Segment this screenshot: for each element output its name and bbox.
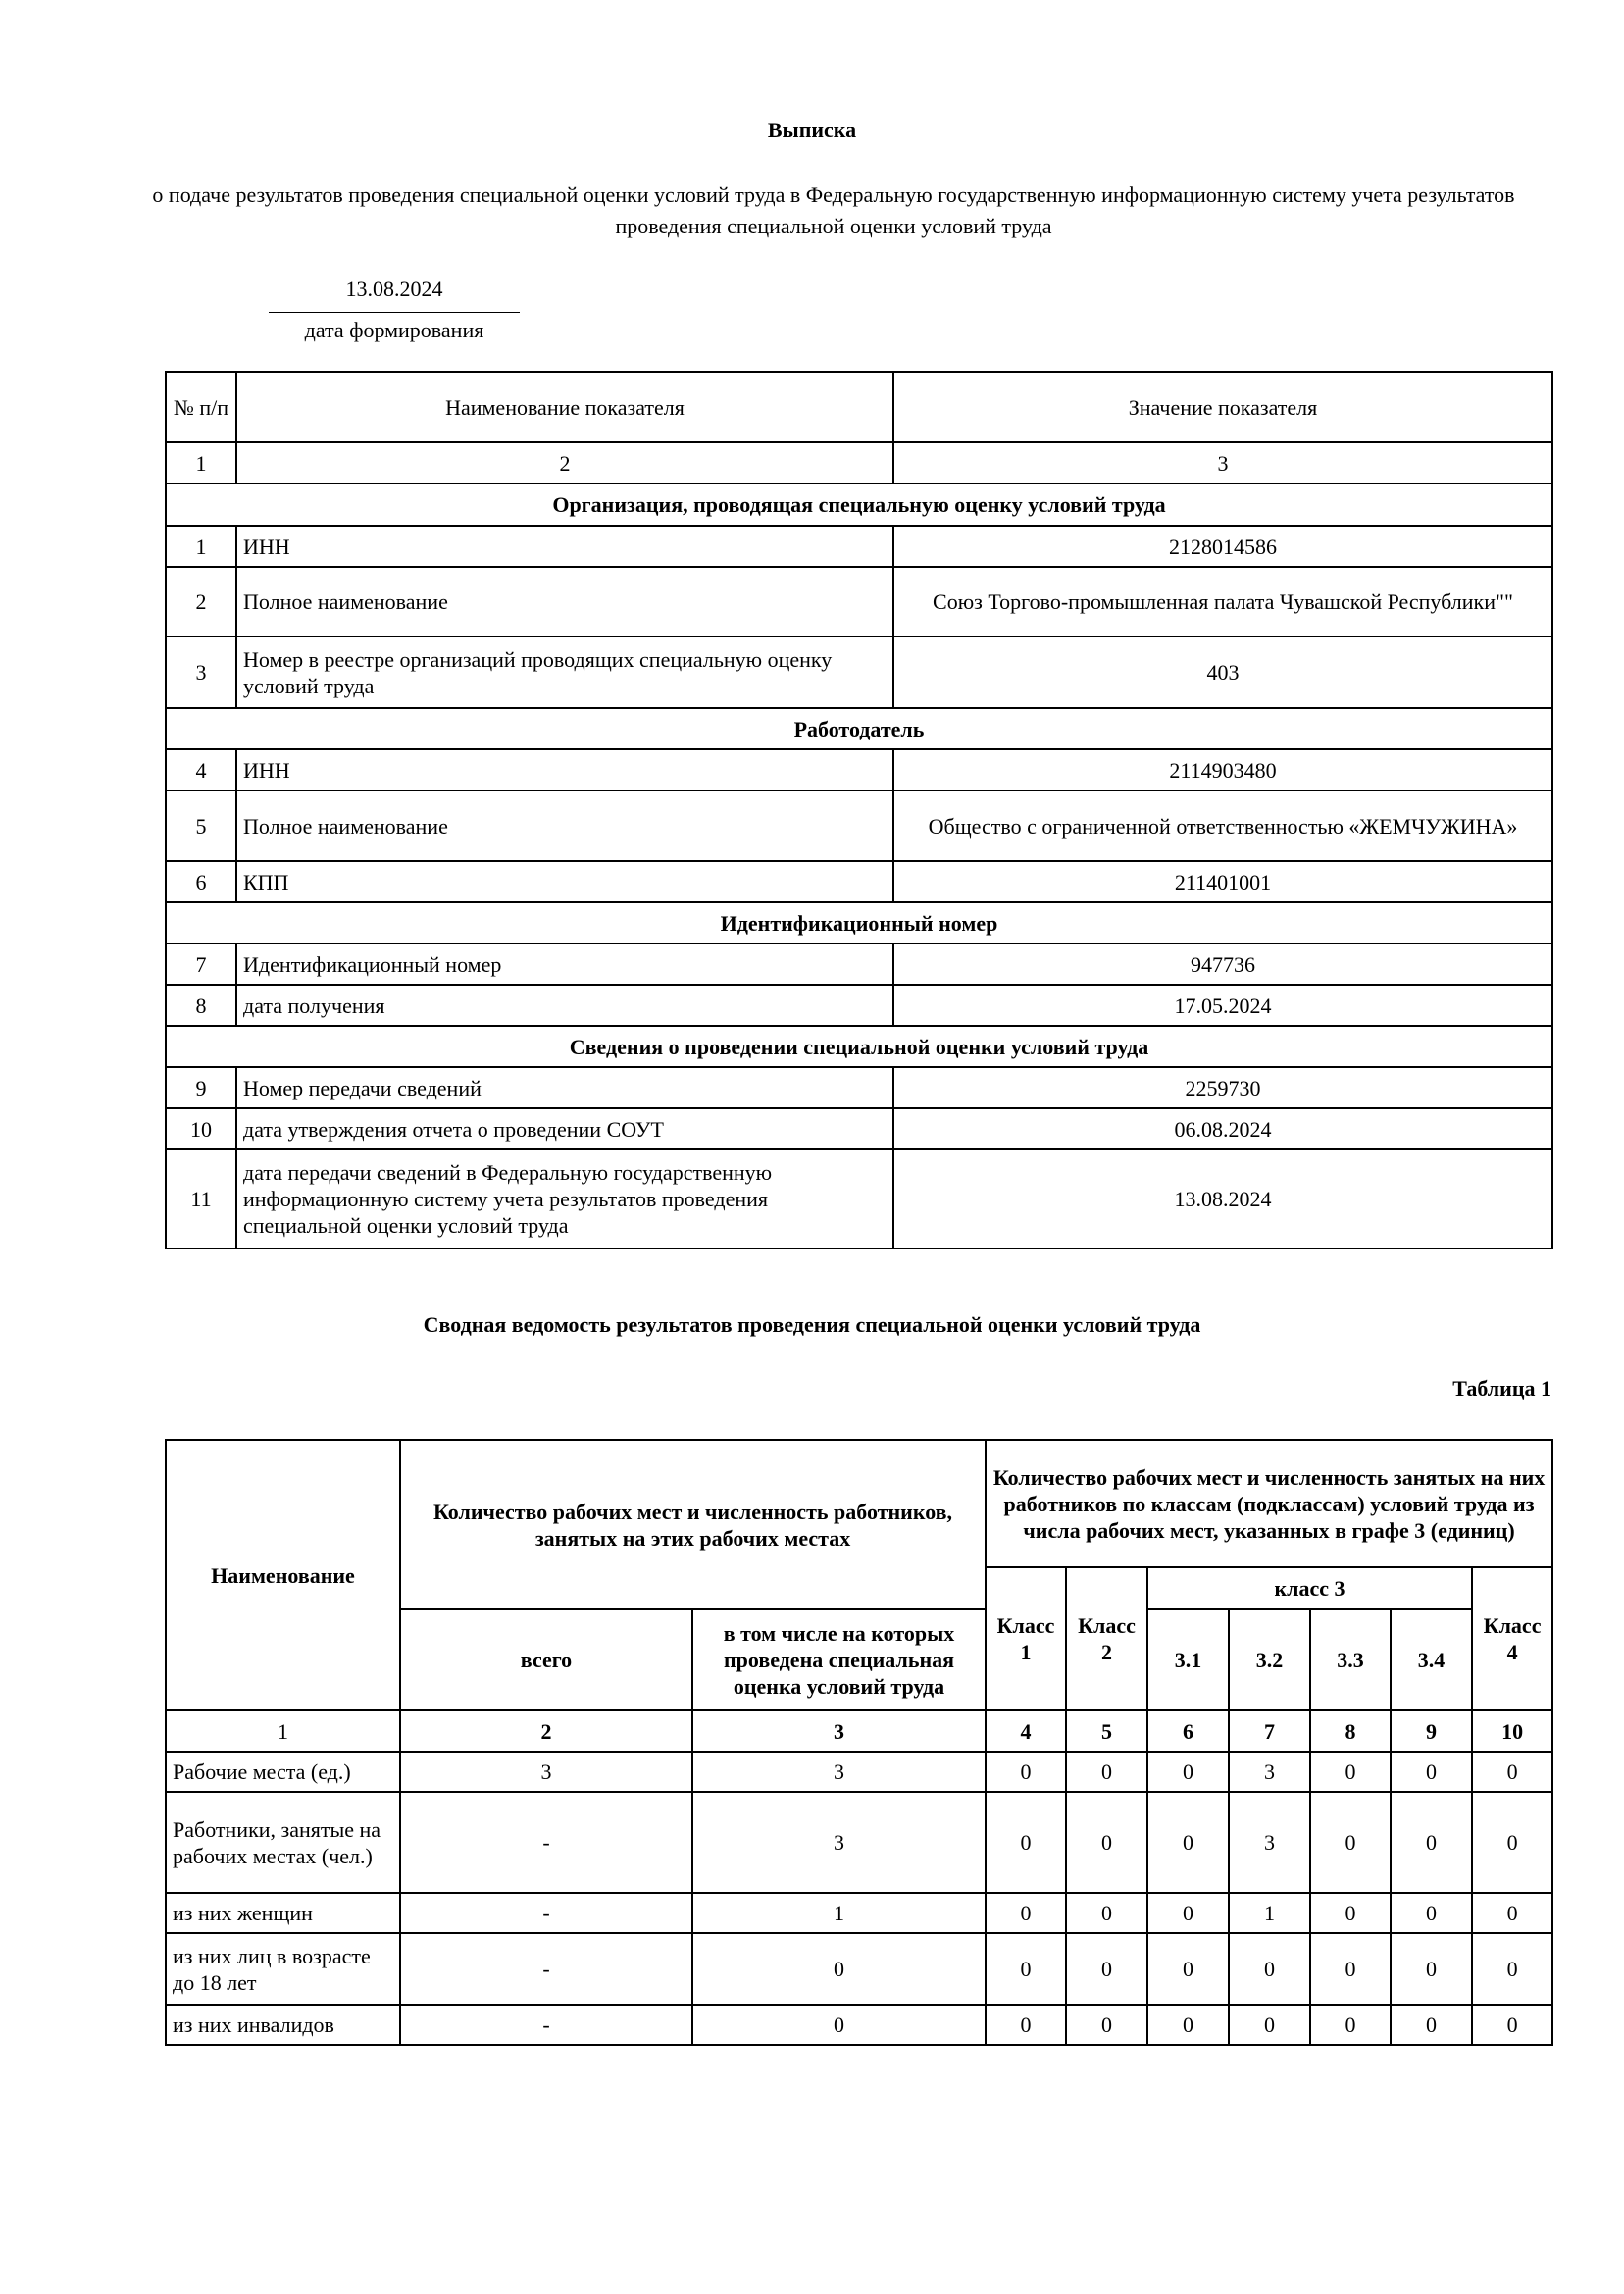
summary-row bbox=[166, 2005, 1552, 2045]
cell: 0 bbox=[1310, 1792, 1391, 1893]
row-number: 6 bbox=[166, 861, 236, 902]
cell: 0 bbox=[986, 1752, 1066, 1792]
summary-header-row-1 bbox=[166, 1440, 1552, 1567]
row-name: из них инвалидов bbox=[166, 2005, 400, 2045]
row-value: 403 bbox=[893, 637, 1552, 708]
header-indicator-value: Значение показателя bbox=[893, 372, 1552, 442]
row-number: 9 bbox=[166, 1067, 236, 1108]
column-number: 9 bbox=[1391, 1710, 1472, 1752]
cell: 0 bbox=[1391, 1893, 1472, 1933]
row-value: 06.08.2024 bbox=[893, 1108, 1552, 1149]
header-class-3-1: 3.1 bbox=[1147, 1609, 1229, 1710]
header-class-1: Класс 1 bbox=[986, 1567, 1066, 1710]
table-row bbox=[166, 985, 1552, 1026]
row-number: 10 bbox=[166, 1108, 236, 1149]
cell: 0 bbox=[1066, 1792, 1147, 1893]
header-class-3-4: 3.4 bbox=[1391, 1609, 1472, 1710]
column-number: 4 bbox=[986, 1710, 1066, 1752]
cell: - bbox=[400, 1933, 692, 2005]
cell: 0 bbox=[1066, 2005, 1147, 2045]
row-name: Идентификационный номер bbox=[236, 943, 893, 985]
formation-date: 13.08.2024 bbox=[345, 277, 443, 301]
cell: 3 bbox=[692, 1792, 986, 1893]
cell: 0 bbox=[1147, 1752, 1229, 1792]
section-row bbox=[166, 708, 1552, 749]
cell: 0 bbox=[1472, 1933, 1552, 2005]
cell: 0 bbox=[986, 1893, 1066, 1933]
header-class-4: Класс 4 bbox=[1472, 1567, 1552, 1710]
row-number: 5 bbox=[166, 790, 236, 861]
header-class-3-2: 3.2 bbox=[1229, 1609, 1310, 1710]
row-name: Номер в реестре организаций проводящих специальную оценку условий труда bbox=[236, 637, 893, 708]
row-number: 1 bbox=[166, 526, 236, 567]
header-indicator-name: Наименование показателя bbox=[236, 372, 893, 442]
table-row bbox=[166, 1149, 1552, 1249]
column-number-row bbox=[166, 442, 1552, 484]
cell: 1 bbox=[692, 1893, 986, 1933]
extract-table bbox=[165, 371, 1553, 1249]
row-number: 2 bbox=[166, 567, 236, 637]
column-number: 3 bbox=[893, 442, 1552, 484]
cell: 3 bbox=[1229, 1752, 1310, 1792]
row-number: 3 bbox=[166, 637, 236, 708]
cell: 0 bbox=[986, 2005, 1066, 2045]
row-value: 13.08.2024 bbox=[893, 1149, 1552, 1249]
row-value: Общество с ограниченной ответственностью «ЖЕМЧУЖИНА» bbox=[893, 790, 1552, 861]
header-assessed: в том числе на которых проведена специальная оценка условий труда bbox=[692, 1609, 986, 1710]
header-class-2: Класс 2 bbox=[1066, 1567, 1147, 1710]
column-number: 2 bbox=[400, 1710, 692, 1752]
cell: 0 bbox=[1391, 2005, 1472, 2045]
column-number: 7 bbox=[1229, 1710, 1310, 1752]
header-classes-group: Количество рабочих мест и численность занятых на них работников по классам (подклассам) условий труда из числа рабочих мест, указанных в графе 3 (единиц) bbox=[986, 1440, 1552, 1567]
document-title: Выписка bbox=[767, 118, 857, 142]
row-value: 211401001 bbox=[893, 861, 1552, 902]
row-value: 947736 bbox=[893, 943, 1552, 985]
cell: 0 bbox=[986, 1792, 1066, 1893]
header-name: Наименование bbox=[166, 1440, 400, 1710]
column-number: 2 bbox=[236, 442, 893, 484]
summary-title: Сводная ведомость результатов проведения специальной оценки условий труда bbox=[423, 1312, 1201, 1337]
table-header-row bbox=[166, 372, 1552, 442]
row-value: 2128014586 bbox=[893, 526, 1552, 567]
table-row bbox=[166, 1108, 1552, 1149]
cell: 1 bbox=[1229, 1893, 1310, 1933]
summary-table bbox=[165, 1439, 1553, 2046]
cell: 0 bbox=[1147, 1792, 1229, 1893]
row-name: дата утверждения отчета о проведении СОУТ bbox=[236, 1108, 893, 1149]
row-name: из них женщин bbox=[166, 1893, 400, 1933]
section-title: Сведения о проведении специальной оценки условий труда bbox=[166, 1026, 1552, 1067]
cell: 0 bbox=[1147, 2005, 1229, 2045]
cell: - bbox=[400, 2005, 692, 2045]
cell: 0 bbox=[1310, 2005, 1391, 2045]
table-row bbox=[166, 943, 1552, 985]
row-name: КПП bbox=[236, 861, 893, 902]
row-name: дата передачи сведений в Федеральную государственную информационную систему учета результатов проведения специальной оценки условий труда bbox=[236, 1149, 893, 1249]
column-number: 8 bbox=[1310, 1710, 1391, 1752]
row-number: 8 bbox=[166, 985, 236, 1026]
column-number-row bbox=[166, 1710, 1552, 1752]
summary-row bbox=[166, 1933, 1552, 2005]
row-name: ИНН bbox=[236, 526, 893, 567]
cell: - bbox=[400, 1792, 692, 1893]
formation-date-label: дата формирования bbox=[304, 318, 484, 342]
row-name: дата получения bbox=[236, 985, 893, 1026]
row-value: 2114903480 bbox=[893, 749, 1552, 790]
summary-row bbox=[166, 1792, 1552, 1893]
header-number: № п/п bbox=[166, 372, 236, 442]
cell: 0 bbox=[1472, 2005, 1552, 2045]
cell: 3 bbox=[400, 1752, 692, 1792]
cell: 0 bbox=[1472, 1792, 1552, 1893]
header-class-3-3: 3.3 bbox=[1310, 1609, 1391, 1710]
cell: 0 bbox=[1229, 2005, 1310, 2045]
column-number: 3 bbox=[692, 1710, 986, 1752]
cell: 0 bbox=[1066, 1752, 1147, 1792]
cell: 0 bbox=[986, 1933, 1066, 2005]
cell: 0 bbox=[1310, 1893, 1391, 1933]
cell: 0 bbox=[1310, 1933, 1391, 2005]
cell: 0 bbox=[1066, 1933, 1147, 2005]
cell: 0 bbox=[1310, 1752, 1391, 1792]
row-name: из них лиц в возрасте до 18 лет bbox=[166, 1933, 400, 2005]
cell: 0 bbox=[692, 1933, 986, 2005]
section-title: Работодатель bbox=[166, 708, 1552, 749]
section-row bbox=[166, 1026, 1552, 1067]
table-row bbox=[166, 749, 1552, 790]
row-value: Союз Торгово-промышленная палата Чувашской Республики"" bbox=[893, 567, 1552, 637]
cell: 0 bbox=[1147, 1933, 1229, 2005]
header-workplaces-group: Количество рабочих мест и численность работников, занятых на этих рабочих местах bbox=[400, 1440, 986, 1609]
section-row bbox=[166, 902, 1552, 943]
row-name: ИНН bbox=[236, 749, 893, 790]
summary-row bbox=[166, 1893, 1552, 1933]
row-name: Рабочие места (ед.) bbox=[166, 1752, 400, 1792]
row-number: 4 bbox=[166, 749, 236, 790]
cell: 0 bbox=[1066, 1893, 1147, 1933]
summary-row bbox=[166, 1752, 1552, 1792]
cell: 0 bbox=[1391, 1792, 1472, 1893]
row-name: Номер передачи сведений bbox=[236, 1067, 893, 1108]
cell: 0 bbox=[1147, 1893, 1229, 1933]
section-title: Идентификационный номер bbox=[166, 902, 1552, 943]
cell: 3 bbox=[692, 1752, 986, 1792]
table-row bbox=[166, 637, 1552, 708]
cell: 3 bbox=[1229, 1792, 1310, 1893]
cell: 0 bbox=[1229, 1933, 1310, 2005]
table-row bbox=[166, 861, 1552, 902]
cell: 0 bbox=[1472, 1752, 1552, 1792]
column-number: 10 bbox=[1472, 1710, 1552, 1752]
row-number: 7 bbox=[166, 943, 236, 985]
table-caption: Таблица 1 bbox=[1452, 1376, 1551, 1401]
row-name: Полное наименование bbox=[236, 567, 893, 637]
row-number: 11 bbox=[166, 1149, 236, 1249]
section-title: Организация, проводящая специальную оценку условий труда bbox=[166, 484, 1552, 526]
cell: 0 bbox=[692, 2005, 986, 2045]
row-name: Полное наименование bbox=[236, 790, 893, 861]
row-name: Работники, занятые на рабочих местах (чел.) bbox=[166, 1792, 400, 1893]
column-number: 1 bbox=[166, 442, 236, 484]
column-number: 5 bbox=[1066, 1710, 1147, 1752]
table-row bbox=[166, 790, 1552, 861]
cell: 0 bbox=[1391, 1933, 1472, 2005]
cell: - bbox=[400, 1893, 692, 1933]
section-row bbox=[166, 484, 1552, 526]
header-total: всего bbox=[400, 1609, 692, 1710]
column-number: 6 bbox=[1147, 1710, 1229, 1752]
table-row bbox=[166, 1067, 1552, 1108]
formation-date-block bbox=[269, 275, 520, 348]
cell: 0 bbox=[1391, 1752, 1472, 1792]
document-subtitle: о подаче результатов проведения специальной оценки условий труда в Федеральную государственную информационную систему учета результатов проведения специальной оценки условий труда bbox=[152, 182, 1515, 238]
table-row bbox=[166, 567, 1552, 637]
cell: 0 bbox=[1472, 1893, 1552, 1933]
header-class-3: класс 3 bbox=[1147, 1567, 1472, 1609]
table-row bbox=[166, 526, 1552, 567]
row-value: 17.05.2024 bbox=[893, 985, 1552, 1026]
column-number: 1 bbox=[166, 1710, 400, 1752]
row-value: 2259730 bbox=[893, 1067, 1552, 1108]
